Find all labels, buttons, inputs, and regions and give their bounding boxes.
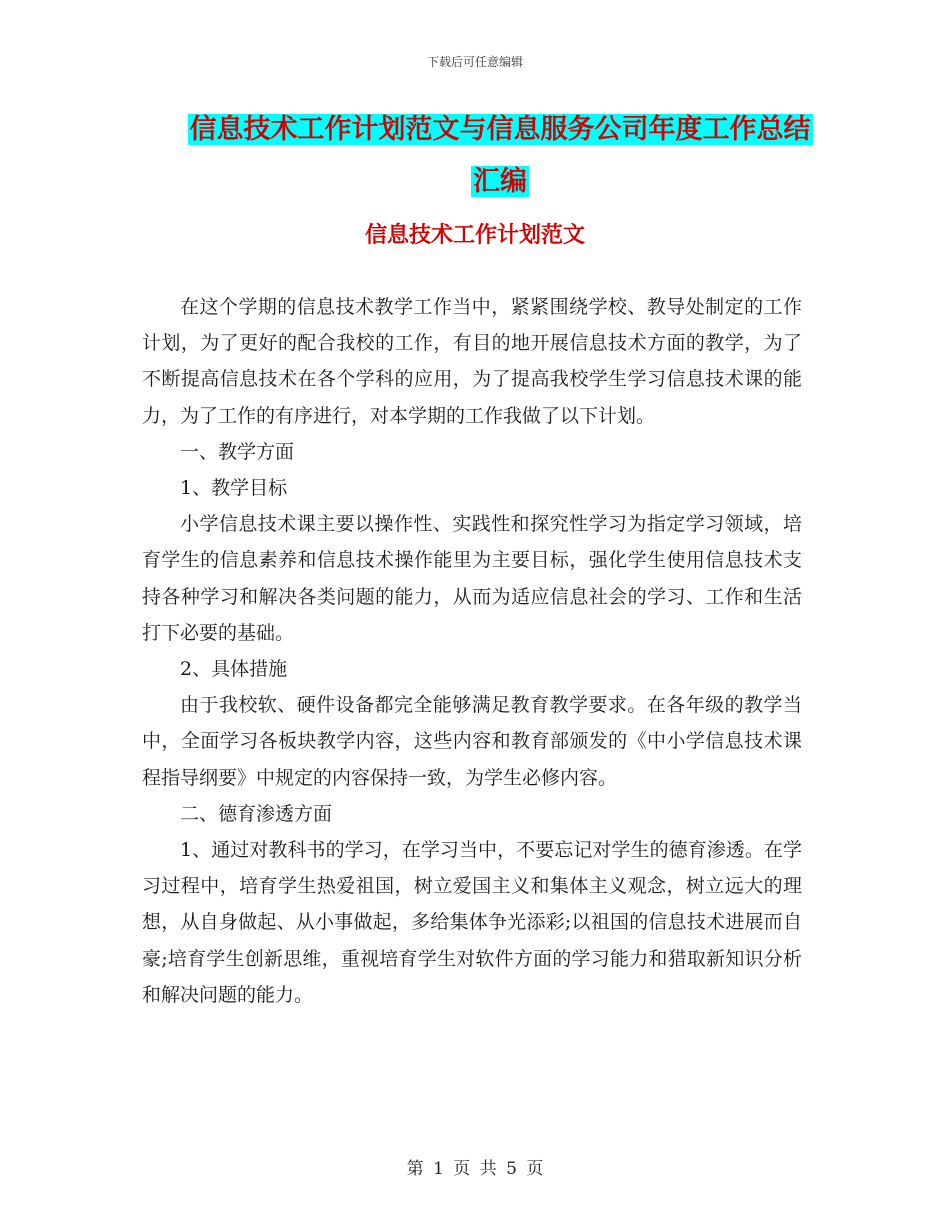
document-body bbox=[142, 289, 802, 1013]
title-line-1: 信息技术工作计划范文与信息服务公司年度工作总结 bbox=[189, 114, 811, 145]
section-title: 信息技术工作计划范文 bbox=[364, 223, 585, 248]
heading-measures: 2、具体措施 bbox=[180, 658, 288, 681]
paragraph: 小学信息技术课主要以操作性、实践性和探究性学习为指定学习领域，培育学生的信息素养和信息技术操作能里为主要目标，强化学生使用信息技术支持各种学习和解决各类问题的能力，从而为适应信息社会的学习、工作和生活打下必要的基础。 bbox=[142, 513, 802, 644]
page-footer: 第 1 页 共 5 页 bbox=[406, 1159, 544, 1179]
heading-goal: 1、教学目标 bbox=[180, 477, 288, 500]
header-note: 下载后可任意编辑 bbox=[426, 55, 523, 69]
paragraph: 在这个学期的信息技术教学工作当中，紧紧围绕学校、教导处制定的工作计划，为了更好的配合我校的工作，有目的地开展信息技术方面的教学，为了不断提高信息技术在各个学科的应用，为了提高我校学生学习信息技术课的能力，为了工作的有序进行，对本学期的工作我做了以下计划。 bbox=[142, 296, 802, 427]
document-title bbox=[160, 104, 840, 208]
paragraph: 由于我校软、硬件设备都完全能够满足教育教学要求。在各年级的教学当中，全面学习各板块教学内容，这些内容和教育部颁发的《中小学信息技术课程指导纲要》中规定的内容保持一致，为学生必修内容。 bbox=[142, 694, 802, 789]
heading-teaching: 一、教学方面 bbox=[180, 440, 295, 463]
title-line-2: 汇编 bbox=[473, 166, 527, 197]
paragraph: 1、通过对教科书的学习，在学习当中，不要忘记对学生的德育渗透。在学习过程中，培育学生热爱祖国，树立爱国主义和集体主义观念，树立远大的理想，从自身做起、从小事做起，多给集体争光添彩;以祖国的信息技术进展而自豪;培育学生创新思维，重视培育学生对软件方面的学习能力和猎取新知识分析和解决问题的能力。 bbox=[142, 839, 802, 1006]
heading-moral: 二、德育渗透方面 bbox=[180, 802, 333, 825]
